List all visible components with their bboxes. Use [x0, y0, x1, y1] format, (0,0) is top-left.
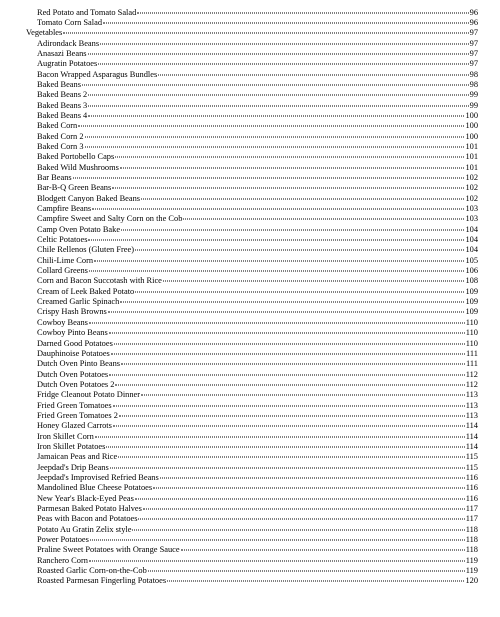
toc-page-number: 111 — [466, 348, 478, 358]
toc-entry-title: Blodgett Canyon Baked Beans — [37, 193, 141, 203]
toc-page-number: 106 — [465, 266, 478, 276]
toc-page-number: 102 — [465, 173, 478, 182]
toc-entry-title: Baked Corn — [37, 121, 78, 131]
dot-leader — [113, 426, 465, 427]
dot-leader — [109, 333, 465, 334]
toc-entry-title: Baked Beans 4 — [37, 110, 88, 120]
toc-entry-title: Corn and Bacon Succotash with Rice — [37, 276, 162, 286]
toc-page-number: 109 — [465, 286, 478, 296]
toc-entry-title: Darned Good Potatoes — [37, 338, 113, 348]
toc-page-number: 104 — [465, 235, 478, 245]
toc-page-number: 104 — [465, 245, 478, 255]
toc-page-number: 99 — [469, 90, 478, 100]
dot-leader — [109, 374, 465, 375]
toc-entry-row[interactable] — [26, 494, 478, 504]
toc-entry-row[interactable] — [26, 452, 478, 462]
toc-page-number: 109 — [465, 307, 478, 317]
toc-entry-row[interactable] — [26, 473, 478, 483]
toc-entry-row[interactable] — [26, 152, 478, 162]
toc-entry-row[interactable] — [26, 70, 478, 80]
dot-leader — [113, 405, 465, 406]
dot-leader — [118, 457, 465, 458]
toc-entry-title: Dutch Oven Potatoes 2 — [37, 379, 115, 389]
toc-page-number: 114 — [465, 431, 478, 441]
dot-leader — [92, 209, 464, 210]
toc-page-number: 120 — [465, 576, 478, 586]
toc-entry-row[interactable] — [26, 111, 478, 121]
toc-entry-title: Potato Au Gratin Zelix style — [37, 524, 132, 534]
toc-page-number: 118 — [465, 545, 478, 555]
toc-entry-row[interactable] — [26, 297, 478, 307]
toc-page-number: 101 — [465, 141, 478, 151]
dot-leader — [103, 22, 469, 23]
toc-entry-title: Baked Wild Mushrooms — [37, 162, 119, 172]
toc-entry-title: Fridge Cleanout Potato Dinner — [37, 390, 141, 400]
toc-entry-title: Iron Skillet Potatoes — [37, 441, 106, 451]
toc-entry-row[interactable] — [26, 339, 478, 349]
toc-entry-row[interactable] — [26, 276, 478, 286]
toc-page-number: 99 — [469, 100, 478, 110]
toc-entry-title: Augratin Potatoes — [37, 59, 98, 69]
toc-entry-title: Dauphinoise Potatoes — [37, 348, 110, 358]
toc-entry-row[interactable] — [26, 463, 478, 473]
dot-leader — [153, 488, 465, 489]
toc-entry-title: Red Potato and Tomato Salad — [37, 7, 137, 17]
toc-entry-title: Dutch Oven Pinto Beans — [37, 359, 121, 369]
toc-entry-row[interactable] — [26, 142, 478, 152]
toc-entry-title: Baked Beans 2 — [37, 90, 88, 100]
toc-page-number: 100 — [465, 110, 478, 120]
toc-entry-title: Crispy Hash Browns — [37, 307, 107, 317]
toc-entry-title: Cowboy Pinto Beans — [37, 328, 108, 338]
toc-entry-title: Bacon Wrapped Asparagus Bundles — [37, 69, 158, 79]
toc-entry-row[interactable] — [26, 307, 478, 317]
toc-page-number: 108 — [465, 276, 478, 286]
toc-page-number: 97 — [469, 28, 478, 38]
toc-entry-title: Anasazi Beans — [37, 48, 87, 58]
toc-page-number: 109 — [465, 297, 478, 307]
toc-entry-row[interactable] — [26, 287, 478, 297]
dot-leader — [88, 105, 468, 106]
toc-entry-row[interactable] — [26, 380, 478, 390]
dot-leader — [63, 33, 468, 34]
toc-entry-title: Roasted Garlic Corn-on-the-Cob — [37, 566, 147, 576]
toc-entry-title: Collard Greens — [37, 266, 88, 276]
toc-page-number: 115 — [465, 452, 478, 462]
toc-page-number: 100 — [465, 121, 478, 131]
toc-entry-title: Campfire Sweet and Salty Corn on the Cob — [37, 214, 183, 224]
toc-entry-title: Cowboy Beans — [37, 317, 88, 327]
toc-page-number: 105 — [465, 255, 478, 265]
toc-entry-row[interactable] — [26, 101, 478, 111]
dot-leader — [137, 12, 468, 13]
dot-leader — [115, 384, 464, 385]
toc-page-number: 117 — [465, 514, 478, 524]
toc-page-number: 116 — [465, 483, 478, 493]
toc-entry-title: Cream of Leek Baked Potato — [37, 286, 135, 296]
toc-page-number: 113 — [465, 390, 478, 400]
dot-leader — [90, 540, 465, 541]
toc-page-number: 112 — [465, 369, 478, 379]
toc-entry-title: Vegetables — [26, 28, 63, 38]
toc-entry-title: Adirondack Beans — [37, 38, 100, 48]
toc-entry-row[interactable] — [26, 266, 478, 276]
toc-entry-row[interactable] — [26, 194, 478, 204]
dot-leader — [108, 312, 465, 313]
toc-page-number: 102 — [465, 183, 478, 193]
toc-entry-row[interactable] — [26, 401, 478, 411]
toc-page-number: 114 — [465, 421, 478, 431]
toc-entry-title: Jeepdad's Improvised Refried Beans — [37, 472, 159, 482]
toc-page-number: 110 — [465, 328, 478, 338]
toc-section-row[interactable] — [26, 28, 478, 38]
dot-leader — [163, 281, 465, 282]
dot-leader — [106, 446, 464, 447]
toc-entry-row[interactable] — [26, 566, 478, 576]
toc-entry-title: Jeepdad's Drip Beans — [37, 462, 109, 472]
toc-page-number: 97 — [469, 38, 478, 48]
toc-page-number: 110 — [465, 338, 478, 348]
toc-entry-title: Parmesan Baked Potato Halves — [37, 504, 142, 513]
toc-page-number: 117 — [465, 504, 478, 513]
toc-entry-title: Baked Beans 3 — [37, 100, 88, 110]
toc-entry-title: Peas with Bacon and Potatoes — [37, 514, 138, 524]
dot-leader — [158, 74, 468, 75]
toc-page-number: 98 — [469, 79, 478, 89]
toc-page-number: 97 — [469, 48, 478, 58]
toc-entry-title: Power Potatoes — [37, 535, 89, 545]
toc-entry-row[interactable] — [26, 173, 478, 183]
toc-entry-title: Baked Corn 2 — [37, 131, 84, 141]
toc-entry-row[interactable] — [26, 39, 478, 49]
toc-entry-row[interactable] — [26, 535, 478, 545]
dot-leader — [115, 157, 464, 158]
toc-page-number: 113 — [465, 400, 478, 410]
toc-entry-title: Baked Corn 3 — [37, 141, 84, 151]
toc-entry-title: Creamed Garlic Spinach — [37, 297, 120, 307]
toc-entry-row[interactable] — [26, 411, 478, 421]
dot-leader — [183, 219, 464, 220]
dot-leader — [73, 178, 465, 179]
dot-leader — [111, 353, 465, 354]
toc-page-number: 101 — [465, 152, 478, 162]
dot-leader — [120, 302, 464, 303]
dot-leader — [88, 95, 468, 96]
dot-leader — [95, 436, 465, 437]
toc-entry-row[interactable] — [26, 359, 478, 369]
toc-entry-row[interactable] — [26, 163, 478, 173]
toc-entry-title: Ranchero Corn — [37, 555, 88, 565]
dot-leader — [132, 529, 464, 530]
toc-page-number: 118 — [465, 535, 478, 545]
toc-page-number: 100 — [465, 131, 478, 141]
toc-entry-title: Tomato Corn Salad — [37, 17, 103, 27]
dot-leader — [121, 364, 465, 365]
dot-leader — [135, 291, 464, 292]
toc-entry-row[interactable] — [26, 90, 478, 100]
dot-leader — [88, 53, 469, 54]
toc-page-number: 116 — [465, 472, 478, 482]
toc-entry-row[interactable] — [26, 504, 478, 514]
toc-entry-title: Chili-Lime Corn — [37, 255, 94, 265]
dot-leader — [100, 43, 469, 44]
dot-leader — [135, 498, 465, 499]
dot-leader — [94, 260, 464, 261]
toc-entry-row[interactable] — [26, 514, 478, 524]
toc-entry-row[interactable] — [26, 442, 478, 452]
toc-page-number: 118 — [465, 524, 478, 534]
toc-entry-title: Celtic Potatoes — [37, 235, 88, 245]
toc-entry-row[interactable] — [26, 318, 478, 328]
toc-entry-title: Dutch Oven Potatoes — [37, 369, 109, 379]
toc-entry-row[interactable] — [26, 556, 478, 566]
toc-entry-title: New Year's Black-Eyed Peas — [37, 493, 134, 503]
toc-page-number: 96 — [469, 7, 478, 17]
toc-entry-row[interactable] — [26, 576, 478, 586]
dot-leader — [78, 126, 464, 127]
dot-leader — [89, 560, 465, 561]
toc-entry-title: Chile Rellenos (Gluten Free) — [37, 245, 134, 255]
toc-page-number: 119 — [465, 555, 478, 565]
dot-leader — [119, 415, 465, 416]
toc-entry-row[interactable] — [26, 545, 478, 555]
toc-entry-title: Honey Glazed Carrots — [37, 421, 112, 431]
dot-leader — [98, 64, 468, 65]
toc-entry-row[interactable] — [26, 80, 478, 90]
dot-leader — [88, 115, 464, 116]
toc-page-number: 97 — [469, 59, 478, 69]
toc-entry-row[interactable] — [26, 328, 478, 338]
toc-entry-row[interactable] — [26, 235, 478, 245]
toc-entry-title: Fried Green Tomatoes — [37, 400, 112, 410]
dot-leader — [82, 84, 469, 85]
toc-page-number: 110 — [465, 317, 478, 327]
toc-entry-title: Bar Beans — [37, 173, 72, 182]
dot-leader — [143, 509, 465, 510]
toc-entry-row[interactable] — [26, 132, 478, 142]
dot-leader — [89, 322, 465, 323]
dot-leader — [120, 167, 465, 168]
toc-page-number: 96 — [469, 17, 478, 27]
toc-entry-row[interactable] — [26, 525, 478, 535]
toc-page-number: 103 — [465, 204, 478, 214]
toc-entry-title: Iron Skillet Corn — [37, 431, 94, 441]
toc-page-number: 103 — [465, 214, 478, 224]
toc-page-number: 104 — [465, 224, 478, 234]
table-of-contents — [26, 8, 478, 587]
toc-entry-row[interactable] — [26, 390, 478, 400]
dot-leader — [85, 136, 465, 137]
dot-leader — [148, 571, 465, 572]
dot-leader — [167, 581, 464, 582]
toc-entry-title: Baked Beans — [37, 79, 81, 89]
toc-entry-row[interactable] — [26, 349, 478, 359]
toc-entry-title: Campfire Beans — [37, 204, 92, 214]
toc-entry-title: Baked Portobello Caps — [37, 152, 115, 162]
toc-entry-row[interactable] — [26, 370, 478, 380]
toc-page-number: 114 — [465, 441, 478, 451]
dot-leader — [181, 550, 465, 551]
toc-entry-row[interactable] — [26, 225, 478, 235]
toc-entry-title: Bar-B-Q Green Beans — [37, 183, 112, 193]
dot-leader — [141, 198, 464, 199]
toc-entry-row[interactable] — [26, 18, 478, 28]
toc-entry-row[interactable] — [26, 204, 478, 214]
toc-entry-title: Mandolined Blue Cheese Potatoes — [37, 483, 153, 493]
dot-leader — [89, 271, 465, 272]
dot-leader — [88, 240, 464, 241]
toc-entry-row[interactable] — [26, 256, 478, 266]
toc-entry-title: Jamaican Peas and Rice — [37, 452, 118, 462]
toc-entry-row[interactable] — [26, 59, 478, 69]
dot-leader — [141, 395, 465, 396]
toc-page-number: 112 — [465, 379, 478, 389]
toc-entry-title: Camp Oven Potato Bake — [37, 224, 121, 234]
dot-leader — [160, 477, 465, 478]
toc-entry-title: Fried Green Tomatoes 2 — [37, 410, 118, 420]
dot-leader — [121, 229, 464, 230]
dot-leader — [112, 188, 464, 189]
toc-entry-row[interactable] — [26, 432, 478, 442]
toc-entry-row[interactable] — [26, 183, 478, 193]
toc-entry-row[interactable] — [26, 421, 478, 431]
toc-page-number: 119 — [465, 566, 478, 576]
dot-leader — [85, 146, 465, 147]
toc-entry-title: Praline Sweet Potatoes with Orange Sauce — [37, 545, 180, 555]
toc-entry-row[interactable] — [26, 245, 478, 255]
toc-page-number: 113 — [465, 410, 478, 420]
dot-leader — [114, 343, 465, 344]
toc-entry-title: Roasted Parmesan Fingerling Potatoes — [37, 576, 167, 586]
toc-page-number: 115 — [465, 462, 478, 472]
toc-entry-row[interactable] — [26, 121, 478, 131]
toc-page-number: 101 — [465, 162, 478, 172]
toc-page-number: 116 — [465, 493, 478, 503]
toc-page-number: 98 — [469, 69, 478, 79]
dot-leader — [138, 519, 464, 520]
toc-entry-row[interactable] — [26, 483, 478, 493]
toc-entry-row[interactable] — [26, 49, 478, 59]
toc-entry-row[interactable] — [26, 214, 478, 224]
toc-page-number: 102 — [465, 193, 478, 203]
toc-page-number: 111 — [466, 359, 478, 369]
dot-leader — [110, 467, 465, 468]
toc-entry-row[interactable] — [26, 8, 478, 18]
dot-leader — [135, 250, 464, 251]
